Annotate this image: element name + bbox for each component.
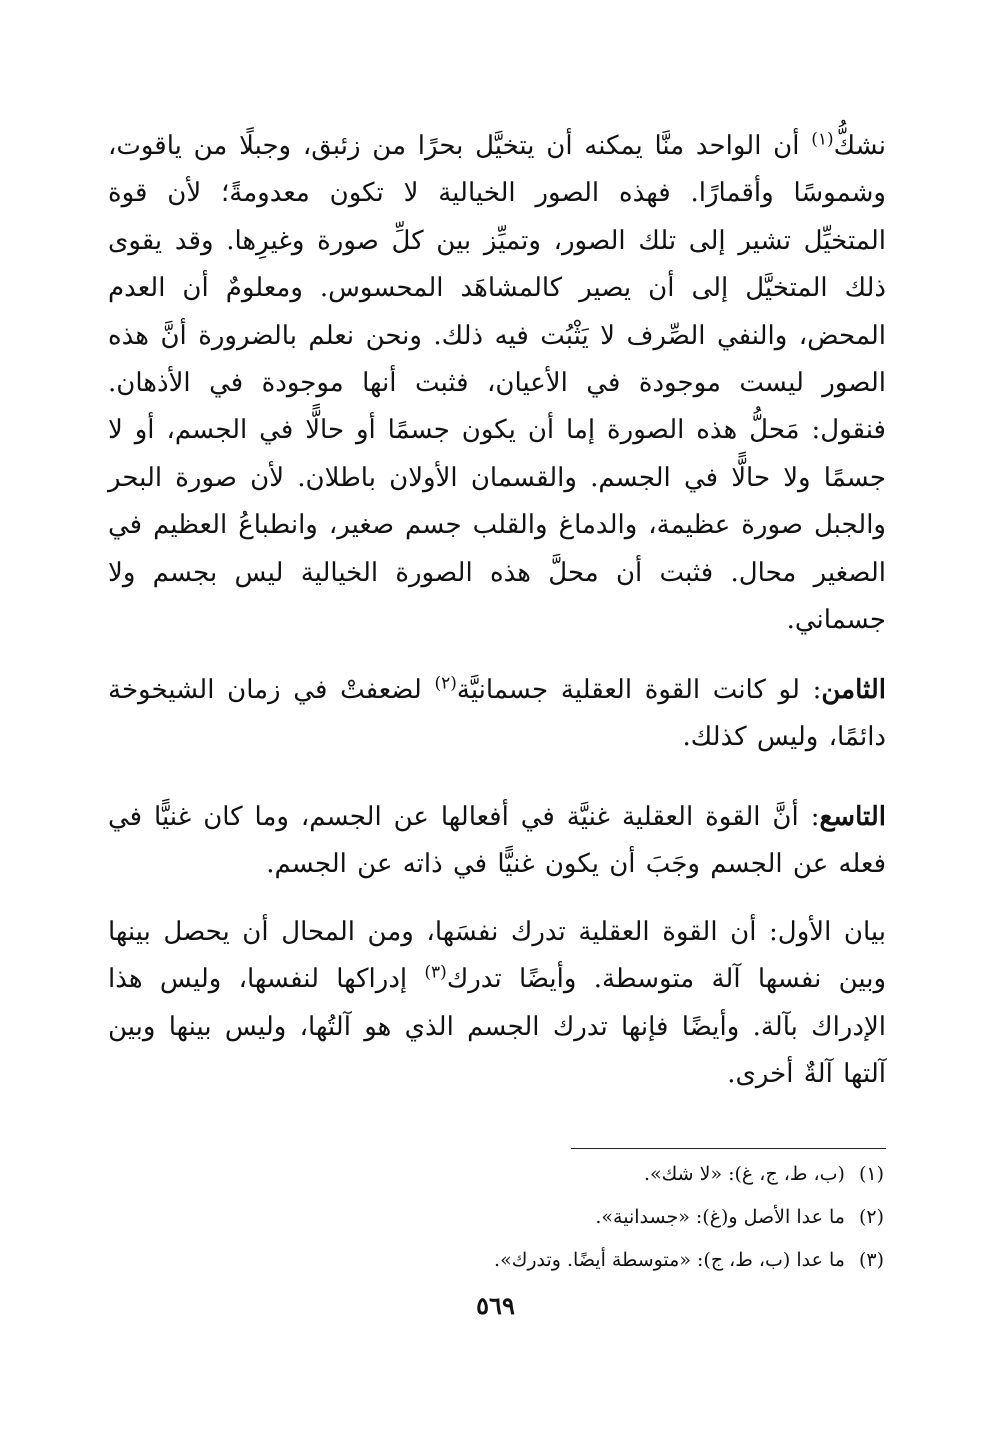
paragraph-eighth-heading: الثامن (821, 675, 886, 705)
paragraph-1-text-start: نشكُّ (833, 131, 886, 161)
footnote-ref-1: (١) (811, 129, 834, 150)
footnote-ref-3: (٣) (424, 962, 447, 983)
paragraph-ninth (108, 794, 886, 889)
paragraph-ninth-text: : أنَّ القوة العقلية غنيَّة في أفعالها عن الجسم، وما كان غنيًّا في فعله عن الجسم وجَبَ أن يكون غنيًّا في ذاته عن الجسم. (108, 802, 886, 880)
footnote-1-number: (١) (858, 1163, 884, 1185)
footnote-2-text: ما عدا الأصل و(غ): «جسدانية». (595, 1206, 845, 1228)
footnote-2-number: (٢) (858, 1206, 884, 1228)
footnote-3-text: ما عدا (ب، ط، ج): «متوسطة أيضًا. وتدرك». (494, 1249, 845, 1271)
paragraph-explanation-text-start: بيان الأول: أن القوة العقلية تدرك نفسَها، ومن المحال أن يحصل بينها وبين نفسها آلة متوسطة. وأيضًا تدرك (108, 917, 887, 995)
page-number: ٥٦٩ (476, 1291, 515, 1320)
paragraph-explanation-text-rest: إدراكها لنفسها، وليس هذا الإدراك بآلة. وأيضًا فإنها تدرك الجسم الذي هو آلتُها، وليس بينها وبين آلتها آلةٌ أخرى. (108, 964, 886, 1090)
paragraph-ninth-heading: التاسع (819, 802, 886, 832)
paragraph-1 (108, 123, 886, 644)
paragraph-explanation (108, 909, 886, 1099)
paragraph-eighth-text-rest: لضعفتْ في زمان الشيخوخة دائمًا، وليس كذلك. (108, 675, 886, 753)
footnote-1 (108, 1160, 884, 1188)
footnote-3-number: (٣) (858, 1249, 884, 1271)
paragraph-eighth (108, 667, 886, 762)
footnote-3 (108, 1246, 884, 1274)
footnote-ref-2: (٢) (434, 673, 457, 694)
footnote-1-text: (ب، ط، ج، غ): «لا شك». (643, 1163, 845, 1185)
paragraph-1-text-rest: أن الواحد منَّا يمكنه أن يتخيَّل بحرًا من زئبق، وجبلًا من ياقوت، وشموسًا وأقمارًا. فهذه الصور الخيالية لا تكون معدومةً؛ لأن قوة المتخيِّل تشير إلى تلك الصور، وتميِّز بين كلِّ صورة وغيرِها. وقد يقوى ذلك المتخيَّل إلى أن يصير كالمشاهَد المحسوس. ومعلومٌ أن العدم المحض، والنفي الصِّرف لا يَثْبُت فيه ذلك. ونحن نعلم بالضرورة أنَّ هذه الصور ليست موجودة في الأعيان، فثبت أنها موجودة في الأذهان. فنقول: مَحلُّ هذه الصورة إما أن يكون جسمًا أو حالًّا في الجسم، أو لا جسمًا ولا حالًّا في الجسم. والقسمان الأولان باطلان. لأن صورة البحر والجبل صورة عظيمة، والدماغ والقلب جسم صغير، وانطباعُ العظيم في الصغير محال. فثبت أن محلَّ هذه الصورة الخيالية ليس بجسم ولا جسماني. (108, 131, 886, 636)
paragraph-eighth-text-start: : لو كانت القوة العقلية جسمانيَّة (456, 675, 822, 705)
footnote-2 (108, 1203, 884, 1231)
footnote-divider (571, 1148, 886, 1149)
